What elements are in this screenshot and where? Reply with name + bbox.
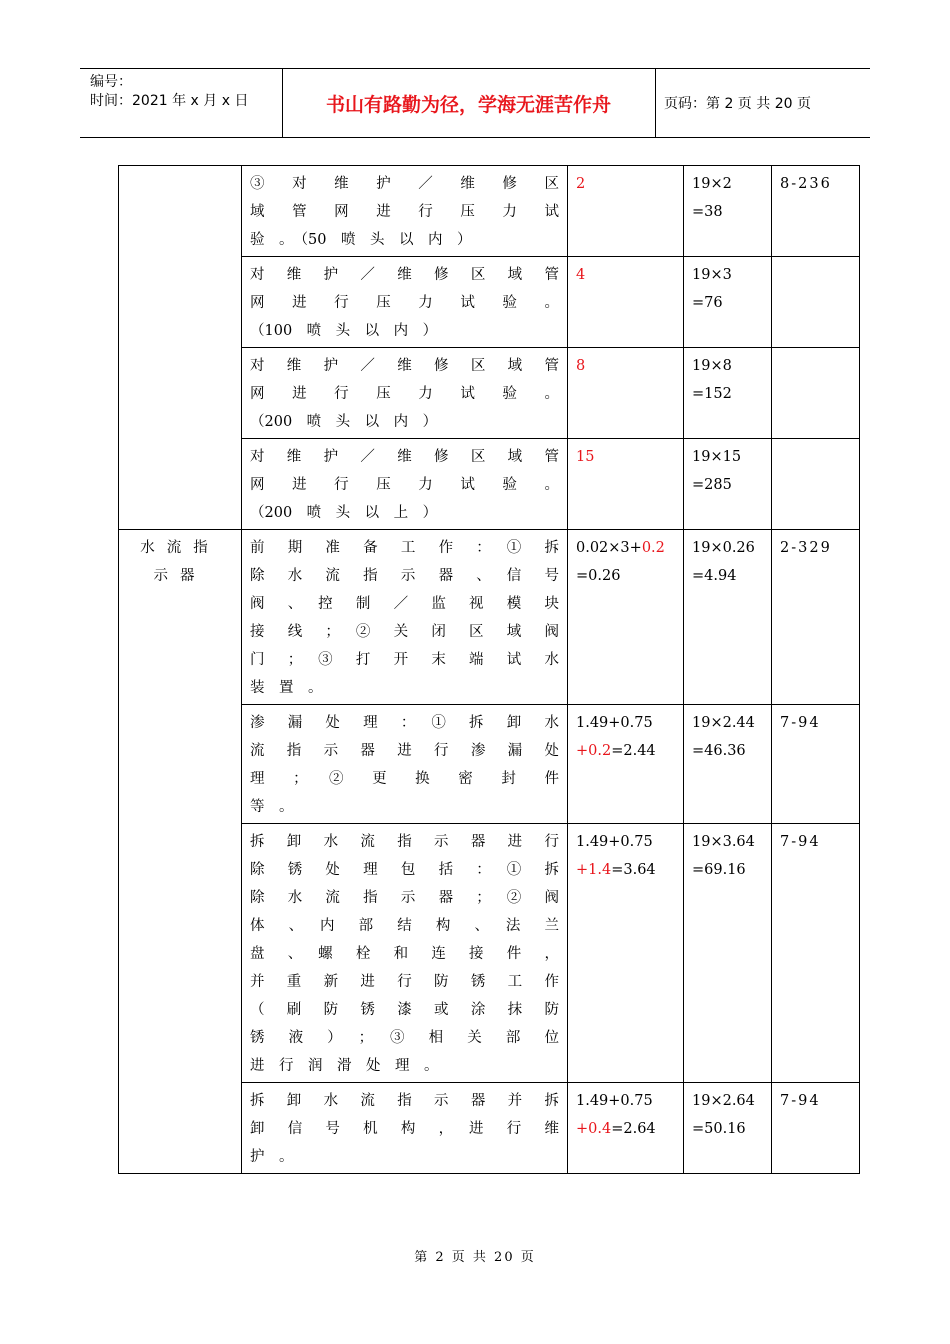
calc-cell: 19×8 =152 <box>684 348 772 439</box>
calc-cell: 19×15 =285 <box>684 439 772 530</box>
description-cell: 拆 卸 水 流 指 示 器 并 拆 卸 信 号 机 构 ， 进 行 维 护 。 <box>242 1083 568 1174</box>
table-row <box>119 530 860 705</box>
calc-cell: 19×2 =38 <box>684 166 772 257</box>
code-cell <box>772 257 860 348</box>
page-header <box>80 68 870 138</box>
description-cell: 拆 卸 水 流 指 示 器 进 行 除 锈 处 理 包 括 ： ① 拆 除 水 流 指 示 器 ； ② 阀 体 、 内 部 结 构 、 法 兰 盘 、 螺 栓 和 连 接 件 ， 并 重 新 进 行 防 锈 工 作 （ 刷 防 锈 漆 或 涂 抹 防 锈 液 ） ； ③ 相 关 部 位 进 行 润 滑 处 理 。 <box>242 824 568 1083</box>
description-cell: 对 维 护 ／ 维 修 区 域 管 网 进 行 压 力 试 验 。 （100 喷 头 以 内 ） <box>242 257 568 348</box>
quantity-cell: 8 <box>568 348 684 439</box>
page-footer: 第 2 页 共 20 页 <box>414 1250 536 1265</box>
code-cell: 8-236 <box>772 166 860 257</box>
calc-cell: 19×3 =76 <box>684 257 772 348</box>
code-cell: 7-94 <box>772 1083 860 1174</box>
category-cell <box>119 166 242 530</box>
category-label-line: 水流指 <box>140 540 220 556</box>
number-label: 编号： <box>90 74 132 90</box>
description-cell: 对 维 护 ／ 维 修 区 域 管 网 进 行 压 力 试 验 。 （200 喷 头 以 上 ） <box>242 439 568 530</box>
description-cell: ③ 对 维 护 ／ 维 修 区 域 管 网 进 行 压 力 试 验 。 （50 喷 头 以 内 ） <box>242 166 568 257</box>
amount-cell: 0.02×3+0.2 =0.26 <box>568 530 684 705</box>
date-label: 时间：2021 年 x 月 x 日 <box>90 93 249 109</box>
cost-table <box>118 165 860 1174</box>
header-meta <box>90 73 248 111</box>
code-cell: 7-94 <box>772 824 860 1083</box>
description-cell: 对 维 护 ／ 维 修 区 域 管 网 进 行 压 力 试 验 。 （200 喷 头 以 内 ） <box>242 348 568 439</box>
code-cell <box>772 439 860 530</box>
code-cell: 7-94 <box>772 705 860 824</box>
table-row <box>119 166 860 257</box>
category-label-line: 示器 <box>153 568 207 584</box>
calc-cell: 19×2.64 =50.16 <box>684 1083 772 1174</box>
quantity-cell: 15 <box>568 439 684 530</box>
category-cell <box>119 530 242 1174</box>
header-divider <box>655 69 656 137</box>
description-cell: 渗 漏 处 理 ： ① 拆 卸 水 流 指 示 器 进 行 渗 漏 处 理 ； ② 更 换 密 封 件 等 。 <box>242 705 568 824</box>
quantity-cell: 4 <box>568 257 684 348</box>
amount-cell: 1.49+0.75 +1.4=3.64 <box>568 824 684 1083</box>
header-page-label: 页码：第 2 页 共 20 页 <box>664 96 811 112</box>
header-motto: 书山有路勤为径，学海无涯苦作舟 <box>325 93 611 116</box>
code-cell: 2-329 <box>772 530 860 705</box>
amount-cell: 1.49+0.75 +0.4=2.64 <box>568 1083 684 1174</box>
code-cell <box>772 348 860 439</box>
amount-cell: 1.49+0.75 +0.2=2.44 <box>568 705 684 824</box>
calc-cell: 19×3.64 =69.16 <box>684 824 772 1083</box>
quantity-cell: 2 <box>568 166 684 257</box>
calc-cell: 19×2.44 =46.36 <box>684 705 772 824</box>
description-cell: 前 期 准 备 工 作 ： ① 拆 除 水 流 指 示 器 、 信 号 阀 、 控 制 ／ 监 视 模 块 接 线 ； ② 关 闭 区 域 阀 门 ； ③ 打 开 末 端 试 水 装 置 。 <box>242 530 568 705</box>
calc-cell: 19×0.26 =4.94 <box>684 530 772 705</box>
